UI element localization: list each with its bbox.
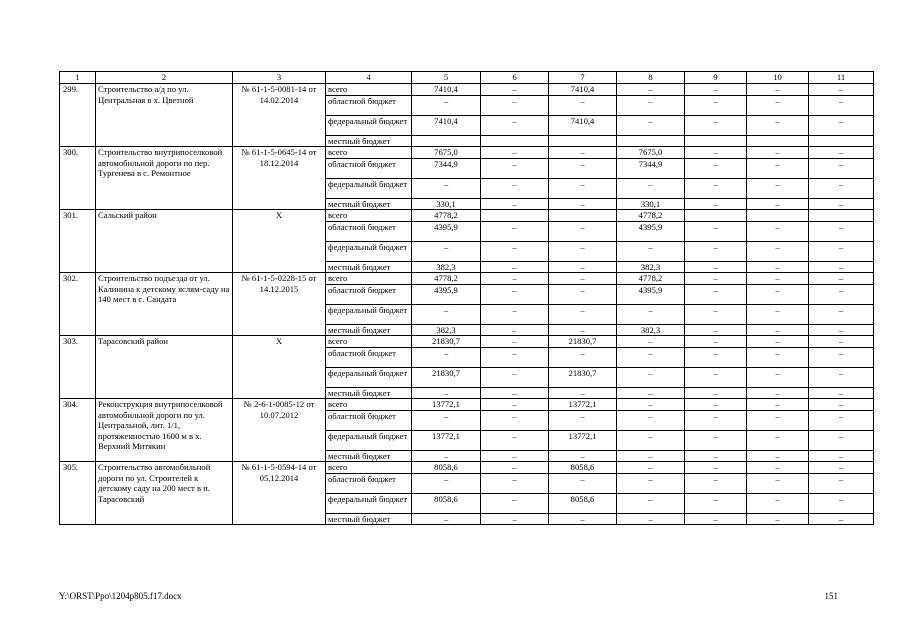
amount-cell: – [747,410,809,430]
funding-source: федеральный бюджет [326,367,412,387]
amount-cell: – [617,347,685,367]
amount-cell: – [549,304,617,324]
table-row [60,147,874,159]
funding-source: всего [326,210,412,222]
amount-cell: – [481,399,549,411]
amount-cell [809,135,874,147]
amount-cell: – [481,513,549,525]
amount-cell: – [549,473,617,493]
amount-cell: – [481,462,549,474]
amount-cell: 7344,9 [412,158,481,178]
amount-cell: 8058,6 [412,493,481,513]
amount-cell: – [685,178,747,198]
amount-cell: – [809,198,874,210]
funding-source: федеральный бюджет [326,115,412,135]
col-header: 1 [60,72,96,84]
amount-cell: 4778,2 [412,273,481,285]
amount-cell: – [809,462,874,474]
amount-cell: – [685,410,747,430]
col-header: 11 [809,72,874,84]
col-header: 10 [747,72,809,84]
table-row [60,273,874,285]
amount-cell: – [685,347,747,367]
amount-cell: – [617,513,685,525]
funding-source: областной бюджет [326,221,412,241]
object-name: Строительство подъезда от ул. Калинина к детскому яслям-саду на 140 мест в с. Сандата [96,273,233,336]
amount-cell: – [809,115,874,135]
amount-cell: – [809,324,874,336]
row-number: 300. [60,147,96,210]
amount-cell: – [549,147,617,159]
document-ref: № 61-1-5-0228-15 от 14.12.2015 [233,273,326,336]
amount-cell [747,210,809,222]
amount-cell: – [685,367,747,387]
amount-cell: – [685,198,747,210]
amount-cell: – [481,284,549,304]
amount-cell: – [481,336,549,348]
amount-cell: – [685,158,747,178]
amount-cell: 4395,9 [617,221,685,241]
amount-cell: – [549,387,617,399]
funding-source: областной бюджет [326,158,412,178]
col-header: 2 [96,72,233,84]
amount-cell: – [481,178,549,198]
amount-cell [747,135,809,147]
funding-source: областной бюджет [326,347,412,367]
amount-cell: – [617,115,685,135]
amount-cell: – [809,147,874,159]
amount-cell: – [685,261,747,273]
amount-cell: – [747,336,809,348]
amount-cell: – [747,198,809,210]
amount-cell: – [685,147,747,159]
funding-source: всего [326,147,412,159]
amount-cell: – [412,450,481,462]
amount-cell: – [412,241,481,261]
amount-cell: – [685,450,747,462]
amount-cell: – [809,450,874,462]
row-number: 302. [60,273,96,336]
amount-cell: – [481,261,549,273]
funding-source: федеральный бюджет [326,241,412,261]
object-name: Строительство а/д по ул. Центральная в х. Цветной [96,84,233,147]
document-ref: № 61-1-5-0594-14 от 05.12.2014 [233,462,326,525]
amount-cell: – [549,284,617,304]
amount-cell: – [747,387,809,399]
amount-cell: – [685,399,747,411]
amount-cell: 8058,6 [549,493,617,513]
amount-cell [809,210,874,222]
amount-cell: – [747,261,809,273]
amount-cell [481,210,549,222]
amount-cell: 7410,4 [549,115,617,135]
amount-cell: 7675,0 [412,147,481,159]
amount-cell: – [747,273,809,285]
amount-cell: – [809,399,874,411]
amount-cell: – [481,367,549,387]
amount-cell: – [617,399,685,411]
col-header: 5 [412,72,481,84]
amount-cell: – [809,410,874,430]
amount-cell: 7410,4 [412,84,481,96]
amount-cell: – [809,367,874,387]
amount-cell: – [747,493,809,513]
amount-cell: – [481,347,549,367]
amount-cell: 4395,9 [412,284,481,304]
amount-cell: – [747,304,809,324]
amount-cell: – [549,241,617,261]
amount-cell: 382,3 [412,261,481,273]
amount-cell: – [685,241,747,261]
amount-cell: – [685,304,747,324]
amount-cell: – [617,387,685,399]
amount-cell: 21830,7 [549,336,617,348]
amount-cell: – [809,95,874,115]
object-name: Реконструкция внутрипоселковой автомобильной дороги по ул. Центральной, лит. 1/1, протяженностью 1600 м в х. Верхний Митякин [96,399,233,462]
funding-source: местный бюджет [326,198,412,210]
funding-source: всего [326,399,412,411]
amount-cell: 4778,2 [617,273,685,285]
row-number: 303. [60,336,96,399]
amount-cell: – [747,462,809,474]
funding-source: местный бюджет [326,261,412,273]
row-number: 301. [60,210,96,273]
funding-source: местный бюджет [326,450,412,462]
amount-cell: 13772,1 [549,399,617,411]
amount-cell: – [685,336,747,348]
amount-cell: – [412,347,481,367]
amount-cell: – [747,324,809,336]
funding-source: федеральный бюджет [326,430,412,450]
amount-cell: – [747,95,809,115]
amount-cell: – [617,473,685,493]
amount-cell: – [809,221,874,241]
row-number: 305. [60,462,96,525]
col-header: 3 [233,72,326,84]
amount-cell: – [747,241,809,261]
object-name: Тарасовский район [96,336,233,399]
amount-cell: – [617,304,685,324]
file-path: Y:\ORST\Ppo\1204p805.f17.docx [59,591,182,601]
amount-cell: – [412,513,481,525]
amount-cell: – [809,261,874,273]
amount-cell: – [685,493,747,513]
header-row [60,72,874,84]
amount-cell: – [481,430,549,450]
amount-cell: – [412,473,481,493]
funding-source: областной бюджет [326,473,412,493]
amount-cell: – [747,473,809,493]
amount-cell: – [747,147,809,159]
amount-cell: – [747,399,809,411]
amount-cell: – [481,493,549,513]
funding-source: всего [326,84,412,96]
amount-cell [481,135,549,147]
funding-source: местный бюджет [326,387,412,399]
amount-cell: – [481,450,549,462]
amount-cell: 13772,1 [412,399,481,411]
amount-cell: – [481,147,549,159]
amount-cell: 382,3 [412,324,481,336]
amount-cell: – [809,304,874,324]
amount-cell: – [809,493,874,513]
amount-cell: – [747,513,809,525]
col-header: 6 [481,72,549,84]
amount-cell: 330,1 [412,198,481,210]
amount-cell: – [617,493,685,513]
amount-cell: – [481,158,549,178]
amount-cell: – [747,221,809,241]
amount-cell: – [809,347,874,367]
amount-cell: – [412,410,481,430]
amount-cell: – [481,387,549,399]
amount-cell: – [685,430,747,450]
document-ref: № 61-1-5-0081-14 от 14.02.2014 [233,84,326,147]
amount-cell: 8058,6 [412,462,481,474]
amount-cell: – [685,462,747,474]
funding-source: областной бюджет [326,410,412,430]
amount-cell: – [809,84,874,96]
amount-cell: 4778,2 [412,210,481,222]
col-header: 9 [685,72,747,84]
amount-cell: – [685,273,747,285]
amount-cell: – [685,221,747,241]
amount-cell: – [747,284,809,304]
amount-cell [617,135,685,147]
amount-cell: – [481,241,549,261]
object-name: Строительство автомобильной дороги по ул. Строителей к детскому саду на 200 мест в п. Тарасовский [96,462,233,525]
col-header: 8 [617,72,685,84]
amount-cell: 7410,4 [412,115,481,135]
table-row [60,399,874,411]
table-row [60,84,874,96]
amount-cell: 382,3 [617,261,685,273]
amount-cell: – [549,158,617,178]
amount-cell: – [685,84,747,96]
table-row [60,210,874,222]
amount-cell: – [747,347,809,367]
amount-cell: – [747,367,809,387]
amount-cell: – [685,115,747,135]
amount-cell [549,135,617,147]
funding-source: областной бюджет [326,284,412,304]
amount-cell: – [809,336,874,348]
object-name: Строительство внутрипоселковой автомобильной дороги по пер. Тургенева в с. Ремонтное [96,147,233,210]
funding-source: федеральный бюджет [326,493,412,513]
amount-cell: – [481,198,549,210]
amount-cell: – [617,95,685,115]
amount-cell: – [809,473,874,493]
amount-cell: – [481,473,549,493]
row-number: 304. [60,399,96,462]
amount-cell [685,210,747,222]
amount-cell: – [747,178,809,198]
amount-cell: – [549,347,617,367]
amount-cell [549,210,617,222]
amount-cell: – [412,95,481,115]
amount-cell: – [617,178,685,198]
amount-cell: 7344,9 [617,158,685,178]
amount-cell: – [481,221,549,241]
table-row [60,336,874,348]
amount-cell: – [412,304,481,324]
document-ref: № 61-1-5-0645-14 от 18.12.2014 [233,147,326,210]
page-number: 151 [824,591,838,601]
amount-cell: – [685,324,747,336]
amount-cell: 8058,6 [549,462,617,474]
amount-cell: – [481,304,549,324]
funding-source: местный бюджет [326,513,412,525]
amount-cell: – [685,513,747,525]
amount-cell: 21830,7 [549,367,617,387]
funding-source: федеральный бюджет [326,178,412,198]
amount-cell: – [549,273,617,285]
amount-cell: – [809,178,874,198]
amount-cell: – [412,387,481,399]
amount-cell [685,135,747,147]
amount-cell: – [549,513,617,525]
amount-cell: – [809,387,874,399]
object-name: Сальский район [96,210,233,273]
amount-cell: – [617,430,685,450]
amount-cell: – [481,115,549,135]
amount-cell: – [617,367,685,387]
amount-cell: – [549,178,617,198]
amount-cell: – [549,198,617,210]
amount-cell: – [809,158,874,178]
amount-cell: – [549,324,617,336]
amount-cell: – [809,513,874,525]
amount-cell: – [481,95,549,115]
document-ref: Х [233,336,326,399]
funding-source: местный бюджет [326,135,412,147]
funding-source: местный бюджет [326,324,412,336]
col-header: 4 [326,72,412,84]
amount-cell: – [685,95,747,115]
table-row [60,462,874,474]
amount-cell: 13772,1 [549,430,617,450]
amount-cell: – [549,261,617,273]
amount-cell: – [685,284,747,304]
amount-cell: – [617,410,685,430]
funding-source: всего [326,273,412,285]
amount-cell: 4395,9 [412,221,481,241]
row-number: 299. [60,84,96,147]
amount-cell: – [549,95,617,115]
amount-cell: – [809,241,874,261]
amount-cell: – [617,241,685,261]
funding-source: всего [326,336,412,348]
document-ref: Х [233,210,326,273]
funding-source: всего [326,462,412,474]
amount-cell: – [685,387,747,399]
amount-cell: – [412,178,481,198]
amount-cell: 21830,7 [412,367,481,387]
amount-cell: 13772,1 [412,430,481,450]
funding-source: областной бюджет [326,95,412,115]
amount-cell: 382,3 [617,324,685,336]
amount-cell: – [809,273,874,285]
amount-cell: – [747,158,809,178]
amount-cell: – [747,450,809,462]
amount-cell: – [481,324,549,336]
budget-table [59,71,874,525]
amount-cell: 7410,4 [549,84,617,96]
amount-cell: – [549,450,617,462]
funding-source: федеральный бюджет [326,304,412,324]
amount-cell: – [809,284,874,304]
amount-cell: – [617,84,685,96]
amount-cell: – [549,410,617,430]
amount-cell: 4778,2 [617,210,685,222]
amount-cell: – [617,336,685,348]
col-header: 7 [549,72,617,84]
document-ref: № 2-6-1-0085-12 от 10.07.2012 [233,399,326,462]
amount-cell: – [685,473,747,493]
amount-cell: – [747,115,809,135]
amount-cell: – [809,430,874,450]
amount-cell: 7675,0 [617,147,685,159]
amount-cell: 21830,7 [412,336,481,348]
amount-cell [412,135,481,147]
amount-cell: – [747,84,809,96]
amount-cell: – [747,430,809,450]
amount-cell: – [617,450,685,462]
amount-cell: – [481,84,549,96]
amount-cell: 330,1 [617,198,685,210]
amount-cell: – [481,273,549,285]
amount-cell: 4395,9 [617,284,685,304]
amount-cell: – [549,221,617,241]
amount-cell: – [617,462,685,474]
amount-cell: – [481,410,549,430]
